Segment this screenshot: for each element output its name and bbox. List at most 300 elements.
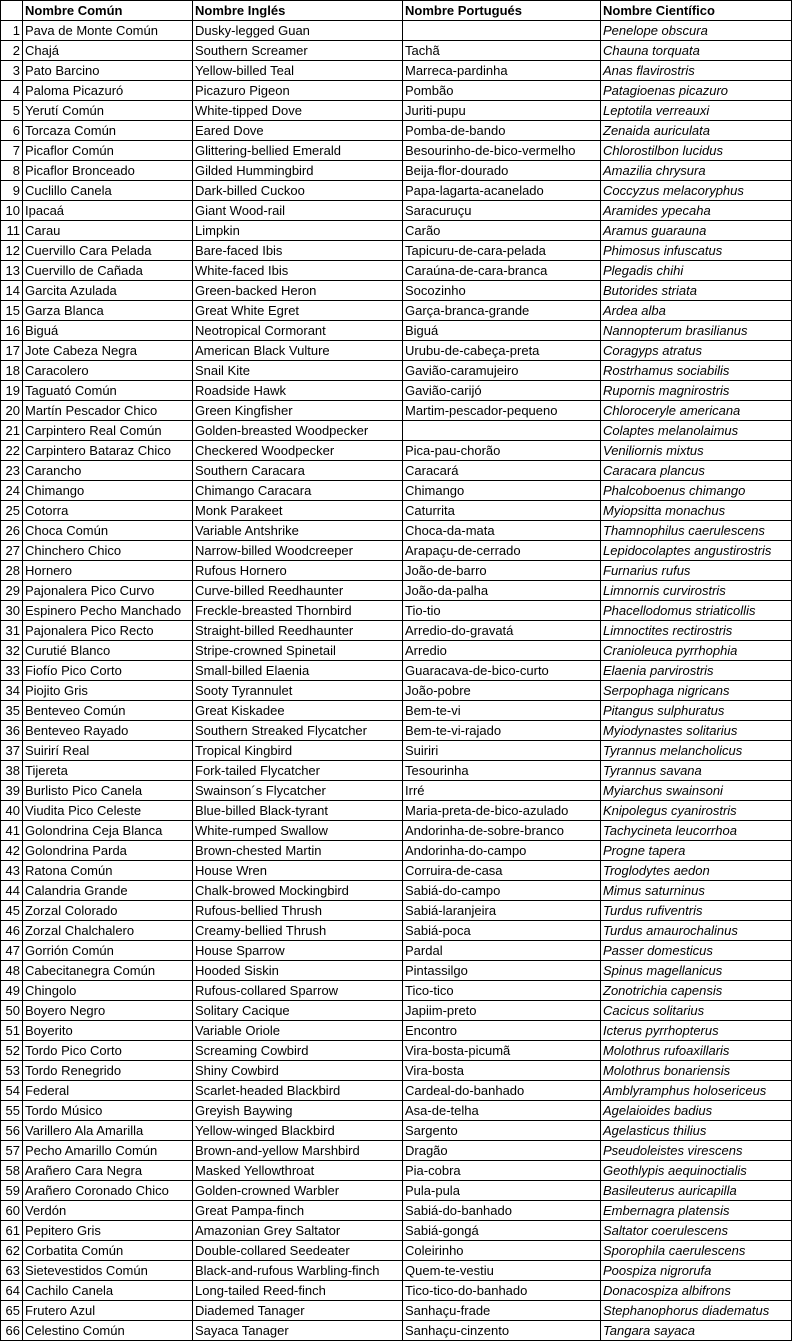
common-name-cell: Federal	[23, 1081, 193, 1101]
row-number: 57	[1, 1141, 23, 1161]
row-number: 35	[1, 701, 23, 721]
portuguese-name-cell: Juriti-pupu	[403, 101, 601, 121]
table-row	[1, 61, 792, 81]
common-name-cell: Pecho Amarillo Común	[23, 1141, 193, 1161]
english-name-cell: Snail Kite	[193, 361, 403, 381]
common-name-cell: Picaflor Común	[23, 141, 193, 161]
table-row	[1, 941, 792, 961]
common-name-cell: Torcaza Común	[23, 121, 193, 141]
row-number: 38	[1, 761, 23, 781]
table-row	[1, 641, 792, 661]
english-name-cell: Neotropical Cormorant	[193, 321, 403, 341]
portuguese-name-cell: Vira-bosta-picumã	[403, 1041, 601, 1061]
portuguese-name-cell: Encontro	[403, 1021, 601, 1041]
scientific-name-cell: Veniliornis mixtus	[601, 441, 792, 461]
scientific-name-cell: Myiodynastes solitarius	[601, 721, 792, 741]
scientific-name-cell: Butorides striata	[601, 281, 792, 301]
common-name-cell: Chinchero Chico	[23, 541, 193, 561]
table-row	[1, 21, 792, 41]
portuguese-name-cell: Coleirinho	[403, 1241, 601, 1261]
english-name-cell: Shiny Cowbird	[193, 1061, 403, 1081]
scientific-name-cell: Zenaida auriculata	[601, 121, 792, 141]
portuguese-name-cell: Besourinho-de-bico-vermelho	[403, 141, 601, 161]
row-number: 6	[1, 121, 23, 141]
row-number: 26	[1, 521, 23, 541]
common-name-cell: Golondrina Ceja Blanca	[23, 821, 193, 841]
row-number: 45	[1, 901, 23, 921]
common-name-cell: Cuclillo Canela	[23, 181, 193, 201]
scientific-name-cell: Elaenia parvirostris	[601, 661, 792, 681]
row-number: 59	[1, 1181, 23, 1201]
row-number: 42	[1, 841, 23, 861]
row-number: 11	[1, 221, 23, 241]
row-number: 37	[1, 741, 23, 761]
common-name-cell: Carau	[23, 221, 193, 241]
table-row	[1, 41, 792, 61]
table-row	[1, 781, 792, 801]
common-name-cell: Zorzal Colorado	[23, 901, 193, 921]
table-row	[1, 1021, 792, 1041]
english-name-cell: Tropical Kingbird	[193, 741, 403, 761]
table-row	[1, 861, 792, 881]
common-name-cell: Garcita Azulada	[23, 281, 193, 301]
english-name-cell: Southern Screamer	[193, 41, 403, 61]
english-name-cell: Hooded Siskin	[193, 961, 403, 981]
row-number: 22	[1, 441, 23, 461]
row-number: 51	[1, 1021, 23, 1041]
scientific-name-cell: Basileuterus auricapilla	[601, 1181, 792, 1201]
scientific-name-cell: Cranioleuca pyrrhophia	[601, 641, 792, 661]
table-row	[1, 1161, 792, 1181]
row-number: 48	[1, 961, 23, 981]
table-row	[1, 1141, 792, 1161]
row-number: 41	[1, 821, 23, 841]
header-index	[1, 1, 23, 21]
portuguese-name-cell: Caracará	[403, 461, 601, 481]
common-name-cell: Corbatita Común	[23, 1241, 193, 1261]
english-name-cell: Yellow-winged Blackbird	[193, 1121, 403, 1141]
english-name-cell: Dark-billed Cuckoo	[193, 181, 403, 201]
portuguese-name-cell: Pomba-de-bando	[403, 121, 601, 141]
row-number: 54	[1, 1081, 23, 1101]
common-name-cell: Cotorra	[23, 501, 193, 521]
header-portuguese-name: Nombre Portugués	[403, 1, 601, 21]
english-name-cell: Limpkin	[193, 221, 403, 241]
common-name-cell: Gorrión Común	[23, 941, 193, 961]
scientific-name-cell: Amblyramphus holosericeus	[601, 1081, 792, 1101]
english-name-cell: Small-billed Elaenia	[193, 661, 403, 681]
row-number: 20	[1, 401, 23, 421]
scientific-name-cell: Coragyps atratus	[601, 341, 792, 361]
scientific-name-cell: Molothrus rufoaxillaris	[601, 1041, 792, 1061]
common-name-cell: Taguató Común	[23, 381, 193, 401]
common-name-cell: Benteveo Común	[23, 701, 193, 721]
table-row	[1, 1301, 792, 1321]
portuguese-name-cell: Biguá	[403, 321, 601, 341]
table-row	[1, 121, 792, 141]
portuguese-name-cell: Beija-flor-dourado	[403, 161, 601, 181]
common-name-cell: Fiofío Pico Corto	[23, 661, 193, 681]
table-row	[1, 1001, 792, 1021]
scientific-name-cell: Icterus pyrrhopterus	[601, 1021, 792, 1041]
scientific-name-cell: Myiopsitta monachus	[601, 501, 792, 521]
scientific-name-cell: Thamnophilus caerulescens	[601, 521, 792, 541]
common-name-cell: Tordo Músico	[23, 1101, 193, 1121]
table-row	[1, 1241, 792, 1261]
scientific-name-cell: Agelasticus thilius	[601, 1121, 792, 1141]
row-number: 34	[1, 681, 23, 701]
english-name-cell: Golden-crowned Warbler	[193, 1181, 403, 1201]
english-name-cell: Southern Streaked Flycatcher	[193, 721, 403, 741]
table-row	[1, 1101, 792, 1121]
common-name-cell: Celestino Común	[23, 1321, 193, 1341]
common-name-cell: Cuervillo de Cañada	[23, 261, 193, 281]
portuguese-name-cell: Caturrita	[403, 501, 601, 521]
english-name-cell: Dusky-legged Guan	[193, 21, 403, 41]
row-number: 8	[1, 161, 23, 181]
common-name-cell: Paloma Picazuró	[23, 81, 193, 101]
row-number: 49	[1, 981, 23, 1001]
row-number: 44	[1, 881, 23, 901]
table-row	[1, 841, 792, 861]
common-name-cell: Choca Común	[23, 521, 193, 541]
portuguese-name-cell: Suiriri	[403, 741, 601, 761]
common-name-cell: Frutero Azul	[23, 1301, 193, 1321]
scientific-name-cell: Donacospiza albifrons	[601, 1281, 792, 1301]
portuguese-name-cell: Sabiá-gongá	[403, 1221, 601, 1241]
english-name-cell: Green Kingfisher	[193, 401, 403, 421]
english-name-cell: Creamy-bellied Thrush	[193, 921, 403, 941]
portuguese-name-cell: Sabiá-poca	[403, 921, 601, 941]
common-name-cell: Calandria Grande	[23, 881, 193, 901]
table-row	[1, 1041, 792, 1061]
table-row	[1, 201, 792, 221]
table-row	[1, 1061, 792, 1081]
portuguese-name-cell: Tico-tico	[403, 981, 601, 1001]
portuguese-name-cell: Papa-lagarta-acanelado	[403, 181, 601, 201]
row-number: 62	[1, 1241, 23, 1261]
row-number: 50	[1, 1001, 23, 1021]
scientific-name-cell: Ardea alba	[601, 301, 792, 321]
portuguese-name-cell: Sargento	[403, 1121, 601, 1141]
common-name-cell: Curutié Blanco	[23, 641, 193, 661]
table-row	[1, 301, 792, 321]
row-number: 39	[1, 781, 23, 801]
table-row	[1, 741, 792, 761]
row-number: 7	[1, 141, 23, 161]
row-number: 25	[1, 501, 23, 521]
table-row	[1, 481, 792, 501]
common-name-cell: Tordo Pico Corto	[23, 1041, 193, 1061]
table-row	[1, 981, 792, 1001]
scientific-name-cell: Lepidocolaptes angustirostris	[601, 541, 792, 561]
row-number: 27	[1, 541, 23, 561]
portuguese-name-cell: Martim-pescador-pequeno	[403, 401, 601, 421]
english-name-cell: Great White Egret	[193, 301, 403, 321]
row-number: 14	[1, 281, 23, 301]
english-name-cell: Green-backed Heron	[193, 281, 403, 301]
portuguese-name-cell: Chimango	[403, 481, 601, 501]
portuguese-name-cell: Sanhaçu-frade	[403, 1301, 601, 1321]
common-name-cell: Caracolero	[23, 361, 193, 381]
scientific-name-cell: Phimosus infuscatus	[601, 241, 792, 261]
portuguese-name-cell: Japiim-preto	[403, 1001, 601, 1021]
scientific-name-cell: Chauna torquata	[601, 41, 792, 61]
english-name-cell: Golden-breasted Woodpecker	[193, 421, 403, 441]
scientific-name-cell: Limnoctites rectirostris	[601, 621, 792, 641]
scientific-name-cell: Agelaioides badius	[601, 1101, 792, 1121]
table-row	[1, 601, 792, 621]
common-name-cell: Verdón	[23, 1201, 193, 1221]
english-name-cell: Rufous-bellied Thrush	[193, 901, 403, 921]
portuguese-name-cell: Pombão	[403, 81, 601, 101]
english-name-cell: Variable Oriole	[193, 1021, 403, 1041]
english-name-cell: Scarlet-headed Blackbird	[193, 1081, 403, 1101]
common-name-cell: Cuervillo Cara Pelada	[23, 241, 193, 261]
scientific-name-cell: Limnornis curvirostris	[601, 581, 792, 601]
common-name-cell: Boyero Negro	[23, 1001, 193, 1021]
row-number: 32	[1, 641, 23, 661]
table-row	[1, 81, 792, 101]
common-name-cell: Arañero Coronado Chico	[23, 1181, 193, 1201]
common-name-cell: Burlisto Pico Canela	[23, 781, 193, 801]
common-name-cell: Piojito Gris	[23, 681, 193, 701]
table-row	[1, 1121, 792, 1141]
portuguese-name-cell: Pula-pula	[403, 1181, 601, 1201]
table-row	[1, 621, 792, 641]
header-row	[1, 1, 792, 21]
table-row	[1, 901, 792, 921]
scientific-name-cell: Phacellodomus striaticollis	[601, 601, 792, 621]
english-name-cell: Southern Caracara	[193, 461, 403, 481]
english-name-cell: Chalk-browed Mockingbird	[193, 881, 403, 901]
english-name-cell: Amazonian Grey Saltator	[193, 1221, 403, 1241]
english-name-cell: Double-collared Seedeater	[193, 1241, 403, 1261]
row-number: 36	[1, 721, 23, 741]
table-body	[1, 21, 792, 1341]
table-row	[1, 961, 792, 981]
english-name-cell: House Sparrow	[193, 941, 403, 961]
english-name-cell: Eared Dove	[193, 121, 403, 141]
portuguese-name-cell: Marreca-pardinha	[403, 61, 601, 81]
table-row	[1, 281, 792, 301]
row-number: 19	[1, 381, 23, 401]
table-row	[1, 361, 792, 381]
scientific-name-cell: Cacicus solitarius	[601, 1001, 792, 1021]
english-name-cell: Sayaca Tanager	[193, 1321, 403, 1341]
portuguese-name-cell: Tio-tio	[403, 601, 601, 621]
table-row	[1, 1321, 792, 1341]
portuguese-name-cell: Arredio	[403, 641, 601, 661]
english-name-cell: Great Pampa-finch	[193, 1201, 403, 1221]
english-name-cell: Curve-billed Reedhaunter	[193, 581, 403, 601]
english-name-cell: Bare-faced Ibis	[193, 241, 403, 261]
portuguese-name-cell: Arredio-do-gravatá	[403, 621, 601, 641]
header-common-name: Nombre Común	[23, 1, 193, 21]
row-number: 5	[1, 101, 23, 121]
row-number: 33	[1, 661, 23, 681]
table-row	[1, 881, 792, 901]
portuguese-name-cell: Tesourinha	[403, 761, 601, 781]
scientific-name-cell: Pitangus sulphuratus	[601, 701, 792, 721]
english-name-cell: Brown-chested Martin	[193, 841, 403, 861]
table-row	[1, 661, 792, 681]
english-name-cell: Long-tailed Reed-finch	[193, 1281, 403, 1301]
row-number: 13	[1, 261, 23, 281]
table-row	[1, 1181, 792, 1201]
scientific-name-cell: Penelope obscura	[601, 21, 792, 41]
english-name-cell: Narrow-billed Woodcreeper	[193, 541, 403, 561]
portuguese-name-cell: Gavião-caramujeiro	[403, 361, 601, 381]
table-row	[1, 141, 792, 161]
scientific-name-cell: Pseudoleistes virescens	[601, 1141, 792, 1161]
portuguese-name-cell: Sabiá-do-campo	[403, 881, 601, 901]
row-number: 64	[1, 1281, 23, 1301]
common-name-cell: Viudita Pico Celeste	[23, 801, 193, 821]
english-name-cell: Sooty Tyrannulet	[193, 681, 403, 701]
row-number: 17	[1, 341, 23, 361]
scientific-name-cell: Aramides ypecaha	[601, 201, 792, 221]
portuguese-name-cell: Irré	[403, 781, 601, 801]
table-row	[1, 541, 792, 561]
row-number: 12	[1, 241, 23, 261]
scientific-name-cell: Turdus rufiventris	[601, 901, 792, 921]
row-number: 1	[1, 21, 23, 41]
row-number: 60	[1, 1201, 23, 1221]
english-name-cell: Greyish Baywing	[193, 1101, 403, 1121]
common-name-cell: Ipacaá	[23, 201, 193, 221]
common-name-cell: Chimango	[23, 481, 193, 501]
english-name-cell: Blue-billed Black-tyrant	[193, 801, 403, 821]
english-name-cell: Freckle-breasted Thornbird	[193, 601, 403, 621]
portuguese-name-cell: Corruira-de-casa	[403, 861, 601, 881]
scientific-name-cell: Tangara sayaca	[601, 1321, 792, 1341]
common-name-cell: Ratona Común	[23, 861, 193, 881]
common-name-cell: Carancho	[23, 461, 193, 481]
english-name-cell: Rufous Hornero	[193, 561, 403, 581]
row-number: 47	[1, 941, 23, 961]
portuguese-name-cell: Urubu-de-cabeça-preta	[403, 341, 601, 361]
portuguese-name-cell: João-pobre	[403, 681, 601, 701]
portuguese-name-cell: Bem-te-vi-rajado	[403, 721, 601, 741]
common-name-cell: Arañero Cara Negra	[23, 1161, 193, 1181]
scientific-name-cell: Turdus amaurochalinus	[601, 921, 792, 941]
english-name-cell: Glittering-bellied Emerald	[193, 141, 403, 161]
portuguese-name-cell: Sanhaçu-cinzento	[403, 1321, 601, 1341]
english-name-cell: White-rumped Swallow	[193, 821, 403, 841]
english-name-cell: Rufous-collared Sparrow	[193, 981, 403, 1001]
english-name-cell: Great Kiskadee	[193, 701, 403, 721]
row-number: 55	[1, 1101, 23, 1121]
table-row	[1, 561, 792, 581]
common-name-cell: Zorzal Chalchalero	[23, 921, 193, 941]
english-name-cell: House Wren	[193, 861, 403, 881]
common-name-cell: Pava de Monte Común	[23, 21, 193, 41]
scientific-name-cell: Coccyzus melacoryphus	[601, 181, 792, 201]
row-number: 58	[1, 1161, 23, 1181]
portuguese-name-cell: Vira-bosta	[403, 1061, 601, 1081]
row-number: 66	[1, 1321, 23, 1341]
common-name-cell: Cabecitanegra Común	[23, 961, 193, 981]
scientific-name-cell: Serpophaga nigricans	[601, 681, 792, 701]
english-name-cell: Variable Antshrike	[193, 521, 403, 541]
scientific-name-cell: Poospiza nigrorufa	[601, 1261, 792, 1281]
row-number: 23	[1, 461, 23, 481]
english-name-cell: Fork-tailed Flycatcher	[193, 761, 403, 781]
english-name-cell: Monk Parakeet	[193, 501, 403, 521]
portuguese-name-cell: Asa-de-telha	[403, 1101, 601, 1121]
portuguese-name-cell: Sabiá-do-banhado	[403, 1201, 601, 1221]
table-row	[1, 401, 792, 421]
table-row	[1, 721, 792, 741]
row-number: 21	[1, 421, 23, 441]
row-number: 24	[1, 481, 23, 501]
scientific-name-cell: Progne tapera	[601, 841, 792, 861]
common-name-cell: Hornero	[23, 561, 193, 581]
portuguese-name-cell: Andorinha-de-sobre-branco	[403, 821, 601, 841]
portuguese-name-cell: Tapicuru-de-cara-pelada	[403, 241, 601, 261]
portuguese-name-cell: Socozinho	[403, 281, 601, 301]
common-name-cell: Suirirí Real	[23, 741, 193, 761]
common-name-cell: Carpintero Real Común	[23, 421, 193, 441]
scientific-name-cell: Rostrhamus sociabilis	[601, 361, 792, 381]
portuguese-name-cell: Gavião-carijó	[403, 381, 601, 401]
scientific-name-cell: Nannopterum brasilianus	[601, 321, 792, 341]
scientific-name-cell: Troglodytes aedon	[601, 861, 792, 881]
row-number: 43	[1, 861, 23, 881]
common-name-cell: Cachilo Canela	[23, 1281, 193, 1301]
table-row	[1, 681, 792, 701]
scientific-name-cell: Patagioenas picazuro	[601, 81, 792, 101]
english-name-cell: Gilded Hummingbird	[193, 161, 403, 181]
common-name-cell: Martín Pescador Chico	[23, 401, 193, 421]
header-scientific-name: Nombre Científico	[601, 1, 792, 21]
scientific-name-cell: Mimus saturninus	[601, 881, 792, 901]
scientific-name-cell: Zonotrichia capensis	[601, 981, 792, 1001]
table-row	[1, 1281, 792, 1301]
scientific-name-cell: Passer domesticus	[601, 941, 792, 961]
row-number: 40	[1, 801, 23, 821]
scientific-name-cell: Tyrannus savana	[601, 761, 792, 781]
row-number: 10	[1, 201, 23, 221]
english-name-cell: White-faced Ibis	[193, 261, 403, 281]
english-name-cell: Screaming Cowbird	[193, 1041, 403, 1061]
portuguese-name-cell: Maria-preta-de-bico-azulado	[403, 801, 601, 821]
portuguese-name-cell: Andorinha-do-campo	[403, 841, 601, 861]
scientific-name-cell: Molothrus bonariensis	[601, 1061, 792, 1081]
table-row	[1, 341, 792, 361]
portuguese-name-cell: Cardeal-do-banhado	[403, 1081, 601, 1101]
table-row	[1, 1201, 792, 1221]
portuguese-name-cell: Quem-te-vestiu	[403, 1261, 601, 1281]
common-name-cell: Boyerito	[23, 1021, 193, 1041]
scientific-name-cell: Geothlypis aequinoctialis	[601, 1161, 792, 1181]
row-number: 52	[1, 1041, 23, 1061]
row-number: 2	[1, 41, 23, 61]
scientific-name-cell: Amazilia chrysura	[601, 161, 792, 181]
table-row	[1, 921, 792, 941]
portuguese-name-cell: Sabiá-laranjeira	[403, 901, 601, 921]
scientific-name-cell: Chloroceryle americana	[601, 401, 792, 421]
scientific-name-cell: Plegadis chihi	[601, 261, 792, 281]
common-name-cell: Garza Blanca	[23, 301, 193, 321]
english-name-cell: White-tipped Dove	[193, 101, 403, 121]
portuguese-name-cell: João-da-palha	[403, 581, 601, 601]
row-number: 65	[1, 1301, 23, 1321]
portuguese-name-cell: Bem-te-vi	[403, 701, 601, 721]
table-row	[1, 501, 792, 521]
scientific-name-cell: Aramus guarauna	[601, 221, 792, 241]
